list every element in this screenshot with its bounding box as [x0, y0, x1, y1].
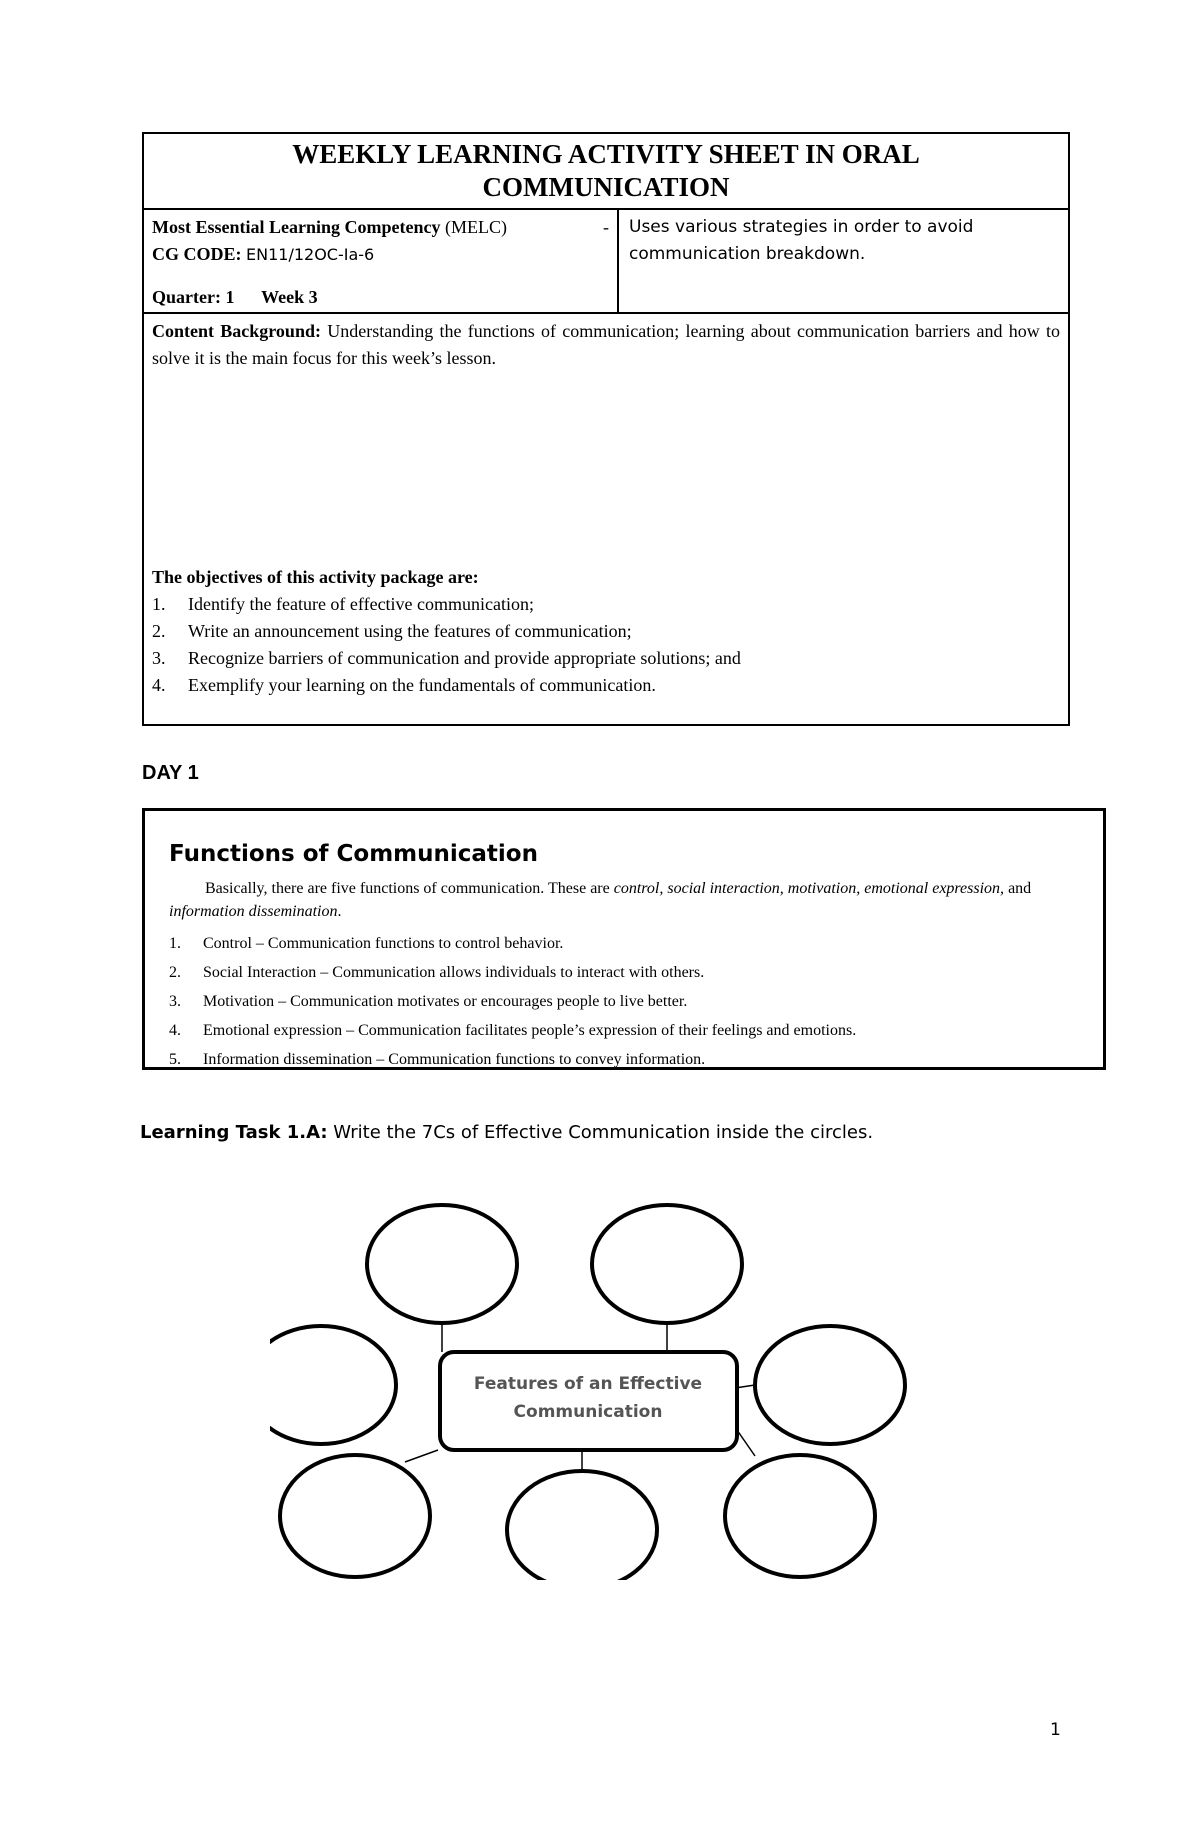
blank-circle[interactable] [507, 1471, 657, 1580]
title-line-1: WEEKLY LEARNING ACTIVITY SHEET IN ORAL [292, 139, 920, 169]
function-number: 1. [169, 935, 181, 952]
competency-cell [619, 210, 1068, 312]
title-line-2: COMMUNICATION [482, 172, 730, 202]
function-text: Emotional expression – Communication facilitates people’s expression of their feelings and emotions. [203, 1022, 857, 1039]
task-text: Write the 7Cs of Effective Communication inside the circles. [333, 1122, 874, 1143]
functions-intro [169, 877, 1089, 923]
melc-cell [144, 210, 619, 312]
cg-code-value: EN11/12OC-Ia-6 [246, 245, 375, 264]
objective-number: 4. [152, 675, 166, 695]
blank-circle[interactable] [270, 1326, 396, 1444]
day-label: DAY 1 [142, 762, 199, 784]
list-item [169, 929, 1089, 958]
objective-number: 2. [152, 621, 166, 641]
function-text: Information dissemination – Communication functions to convey information. [203, 1051, 706, 1068]
objective-text: Exemplify your learning on the fundamentals of communication. [188, 675, 656, 695]
center-label-line-2: Communication [513, 1402, 663, 1422]
header-table [142, 132, 1070, 726]
functions-title: Functions of Communication [169, 841, 538, 867]
melc-dash: - [603, 217, 609, 237]
list-item [152, 645, 1060, 672]
sheet-title [144, 134, 1068, 210]
task-label: Learning Task 1.A: [140, 1122, 328, 1143]
features-diagram [270, 1200, 910, 1580]
functions-list [169, 929, 1089, 1074]
function-text: Social Interaction – Communication allows individuals to interact with others. [203, 964, 705, 981]
function-number: 4. [169, 1022, 181, 1039]
list-item [152, 591, 1060, 618]
list-item [152, 618, 1060, 645]
cg-code-label: CG CODE: [152, 244, 242, 264]
blank-circle[interactable] [367, 1205, 517, 1323]
blank-circle[interactable] [592, 1205, 742, 1323]
blank-circle[interactable] [280, 1455, 430, 1577]
list-item [169, 958, 1089, 987]
blank-circle[interactable] [725, 1455, 875, 1577]
week-label: Week 3 [261, 287, 318, 307]
intro-end: . [337, 903, 342, 920]
intro-and: and [1004, 880, 1032, 897]
intro-text: Basically, there are five functions of communication. These are [205, 880, 614, 897]
intro-italic-2: information dissemination [169, 903, 338, 920]
function-number: 3. [169, 993, 181, 1010]
function-number: 5. [169, 1051, 181, 1068]
melc-row [144, 210, 1068, 314]
connector-line [405, 1450, 438, 1462]
objective-text: Recognize barriers of communication and provide appropriate solutions; and [188, 648, 741, 668]
center-label-line-1: Features of an Effective [473, 1374, 703, 1394]
list-item [152, 672, 1060, 699]
learning-task [140, 1122, 873, 1143]
objective-number: 3. [152, 648, 166, 668]
list-item [169, 1016, 1089, 1045]
quarter-label: Quarter: 1 [152, 287, 235, 307]
connector-line [737, 1430, 755, 1456]
page-number: 1 [1050, 1720, 1061, 1740]
objective-text: Write an announcement using the features of communication; [188, 621, 632, 641]
blank-circle[interactable] [755, 1326, 905, 1444]
list-item [169, 1045, 1089, 1074]
objectives-heading: The objectives of this activity package are: [152, 567, 479, 587]
intro-italic: control, social interaction, motivation, emotional expression, [613, 880, 1005, 897]
content-background-label: Content Background: [152, 321, 321, 341]
function-text: Motivation – Communication motivates or encourages people to live better. [203, 993, 688, 1010]
competency-text: Uses various strategies in order to avoid communication breakdown. [629, 217, 974, 264]
content-background-text: Understanding the functions of communication; learning about communication barriers and how to solve it is the main focus for this week’s lesson. [152, 321, 1061, 368]
functions-box [142, 808, 1106, 1070]
objectives-list [152, 591, 1060, 699]
center-box [440, 1352, 737, 1450]
list-item [169, 987, 1089, 1016]
objectives-section [152, 564, 1060, 699]
melc-label: Most Essential Learning Competency [152, 217, 441, 237]
melc-abbr: (MELC) [444, 217, 507, 237]
objective-text: Identify the feature of effective communication; [188, 594, 535, 614]
function-text: Control – Communication functions to control behavior. [203, 935, 564, 952]
content-background-cell [144, 314, 1068, 724]
function-number: 2. [169, 964, 181, 981]
objective-number: 1. [152, 594, 166, 614]
